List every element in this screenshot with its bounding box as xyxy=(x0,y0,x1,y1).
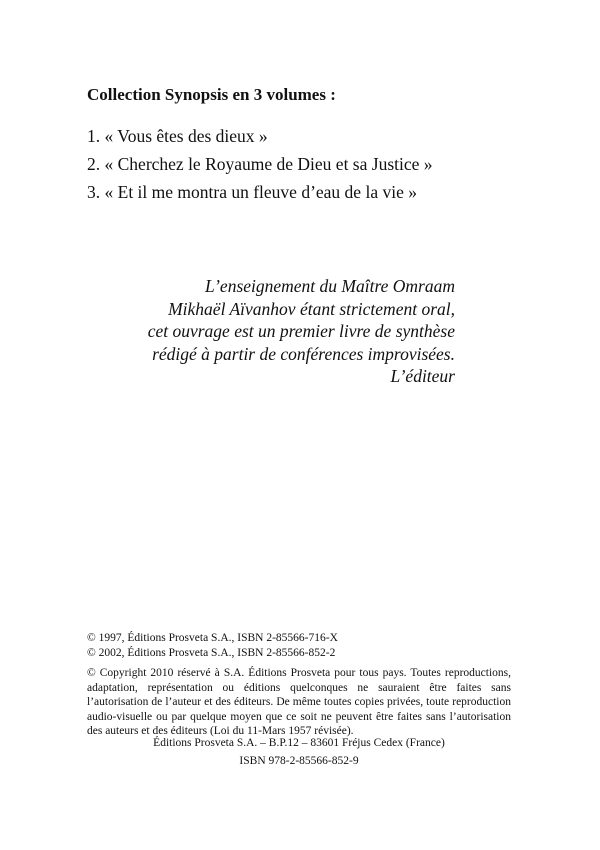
copyright-line-1997: © 1997, Éditions Prosveta S.A., ISBN 2-85566-716-X xyxy=(87,632,338,644)
copyright-block xyxy=(87,631,511,739)
editor-note xyxy=(75,275,455,388)
volume-item-2: 2. « Cherchez le Royaume de Dieu et sa Justice » xyxy=(87,154,433,174)
editor-note-line-4: rédigé à partir de conférences improvisées. xyxy=(152,343,455,364)
volume-item-1: 1. « Vous êtes des dieux » xyxy=(87,126,268,146)
isbn-number: ISBN 978-2-85566-852-9 xyxy=(239,755,359,767)
volume-item-3: 3. « Et il me montra un fleuve d’eau de la vie » xyxy=(87,182,417,202)
editor-note-attribution: L’éditeur xyxy=(390,366,455,386)
collection-title: Collection Synopsis en 3 volumes : xyxy=(87,85,336,104)
copyright-legal-notice: © Copyright 2010 réservé à S.A. Éditions Prosveta pour tous pays. Toutes reproductions, adaptation, représentation ou éditions quelconques ne sauraient être faites sans l’autorisation de l’auteur et des éditeurs. De même toutes copies privées, toute reproduction audio-visuelle ou par quelque moyen que ce soit ne peuvent être faites sans l’autorisation des auteurs et des éditeurs (Loi du 11-Mars 1957 révisée). xyxy=(87,667,511,737)
copyright-line-2002: © 2002, Éditions Prosveta S.A., ISBN 2-85566-852-2 xyxy=(87,646,336,659)
editor-note-line-3: cet ouvrage est un premier livre de synthèse xyxy=(147,321,455,341)
publisher-address: Éditions Prosveta S.A. – B.P.12 – 83601 Fréjus Cedex (France) xyxy=(153,737,445,749)
volume-list xyxy=(87,122,433,206)
editor-note-line-1: L’enseignement du Maître Omraam xyxy=(205,276,455,296)
editor-note-line-2: Mikhaël Aïvanhov étant strictement oral, xyxy=(168,298,455,319)
